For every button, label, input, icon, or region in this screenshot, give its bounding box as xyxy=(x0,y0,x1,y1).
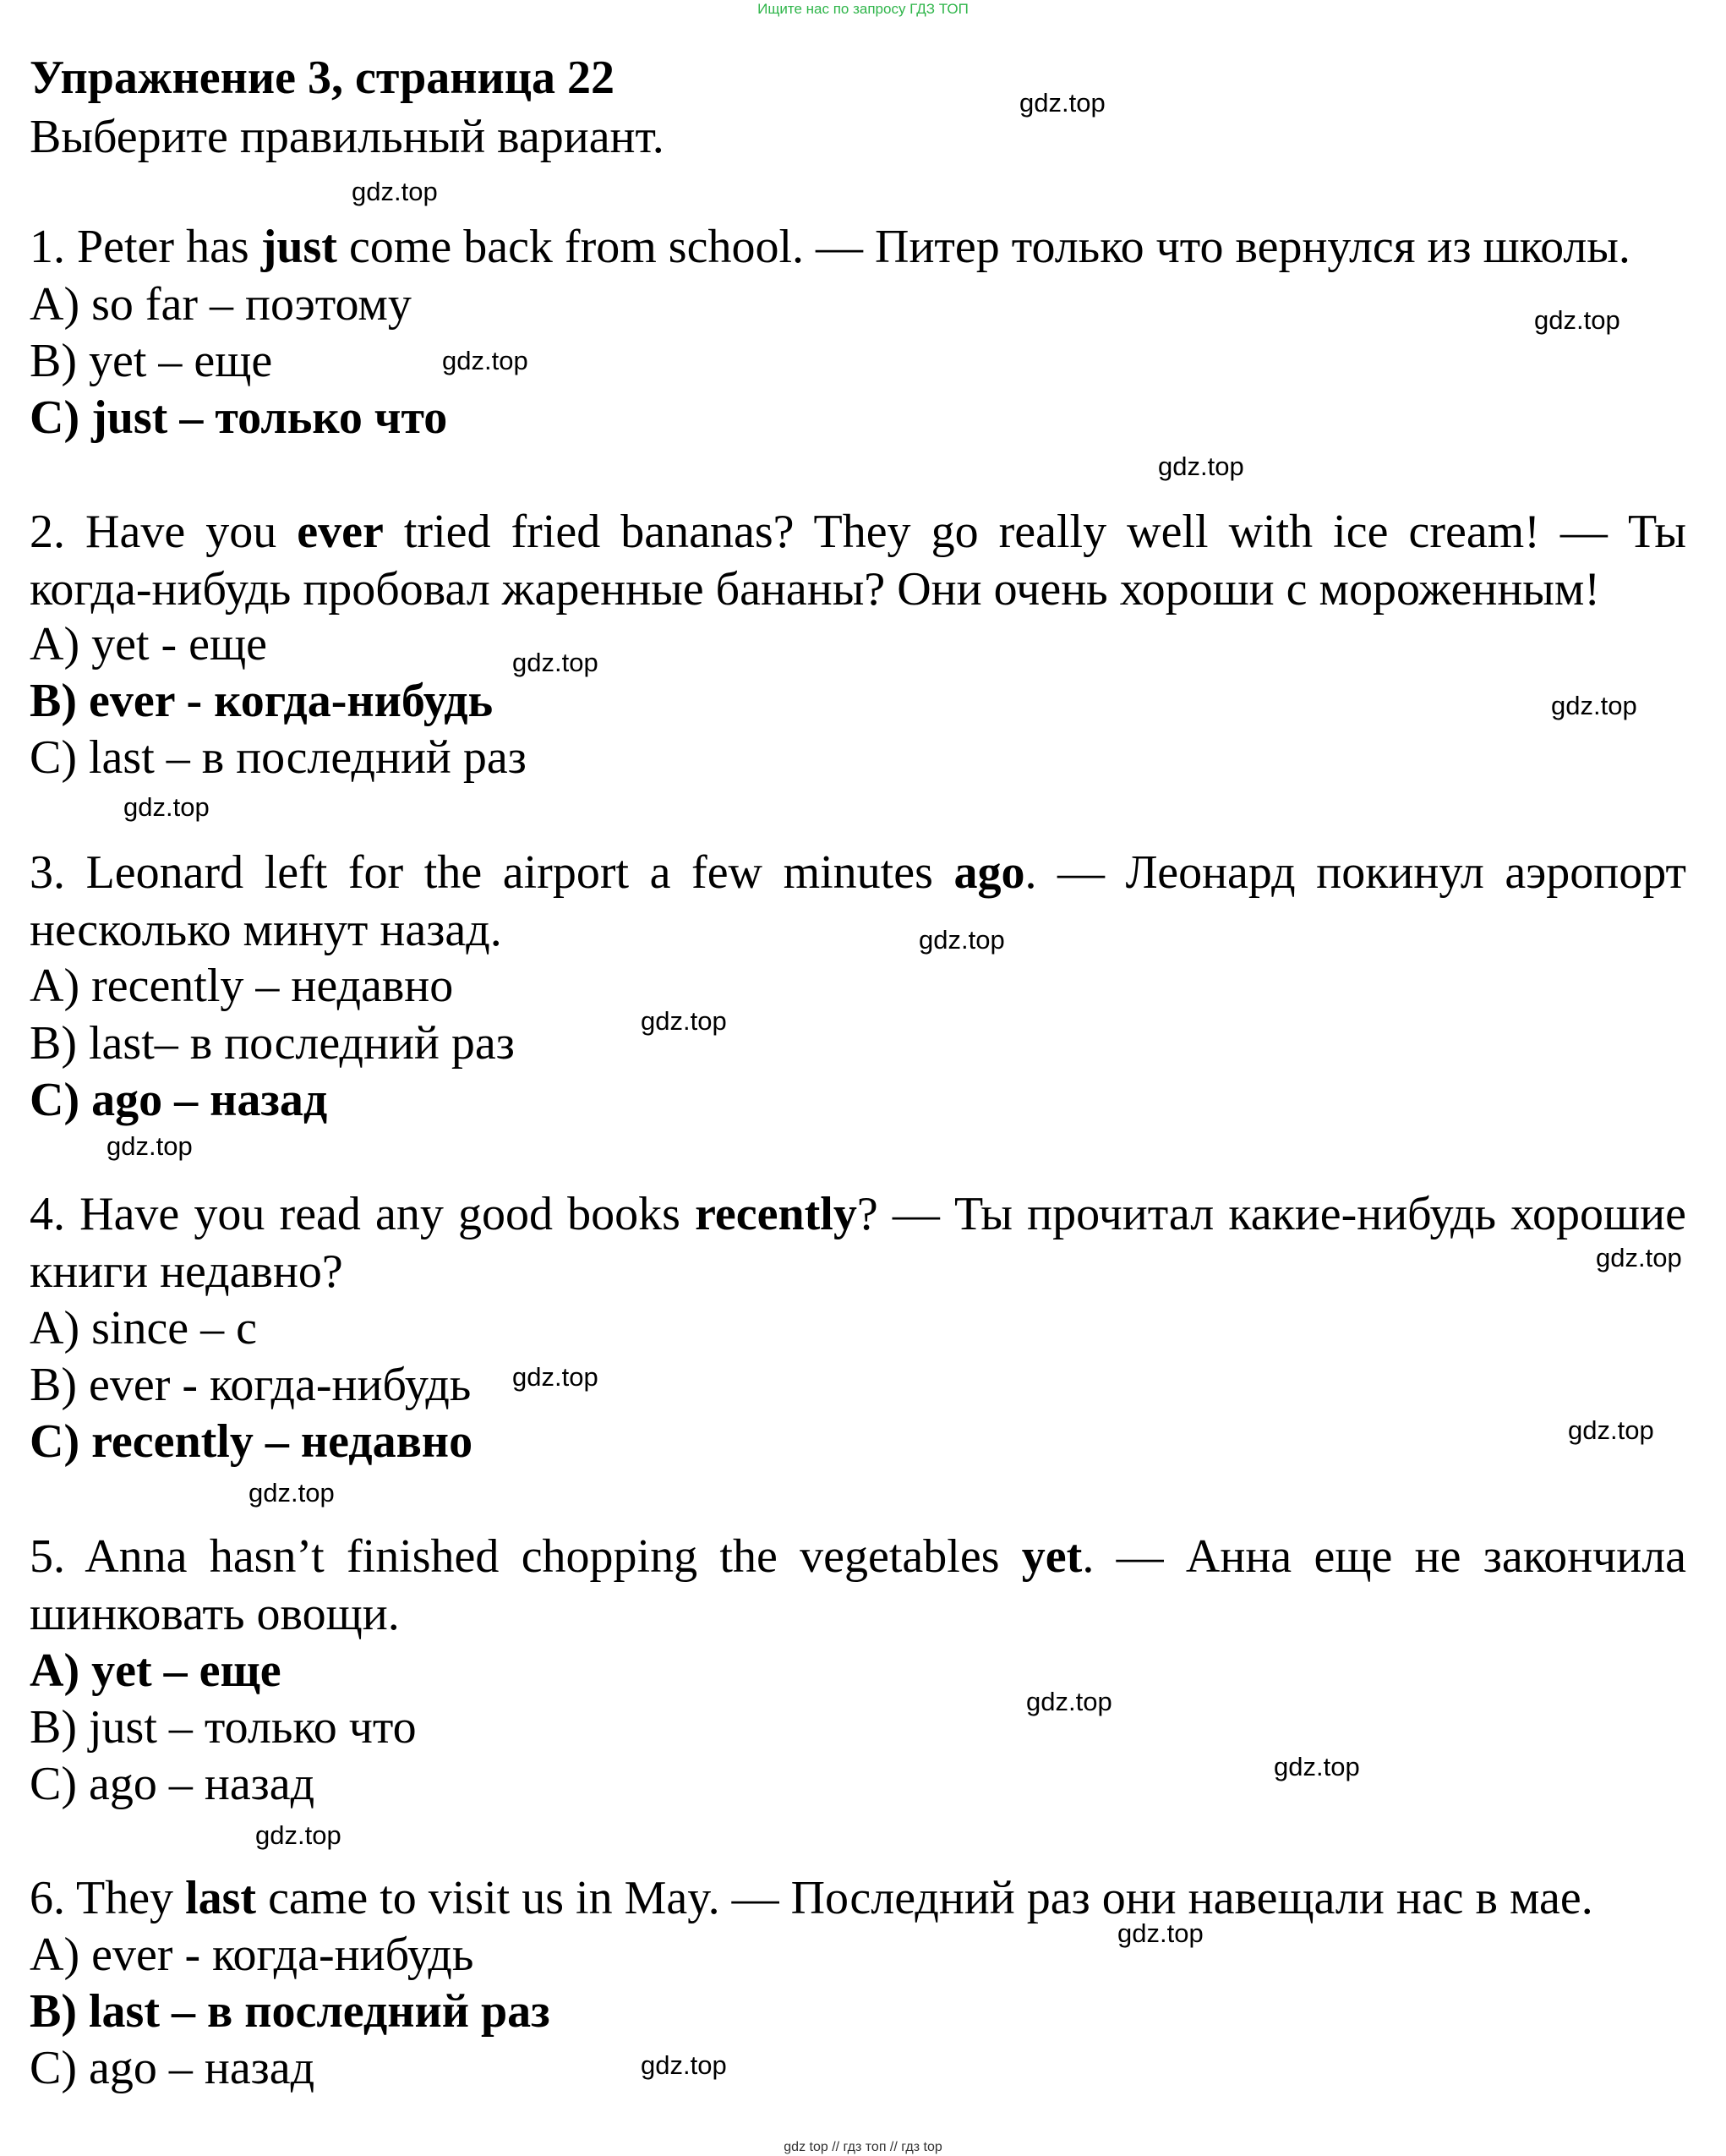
option-3c-correct: C) ago – назад xyxy=(30,1074,328,1126)
question-6: 6. They last came to visit us in May. — Последний раз они навещали нас в мае. xyxy=(30,1872,1593,1924)
watermark: gdz.top xyxy=(1019,88,1106,118)
option-5c: C) ago – назад xyxy=(30,1758,315,1810)
option-3b: B) last– в последний раз xyxy=(30,1017,515,1070)
option-4b: B) ever - когда-нибудь xyxy=(30,1359,472,1411)
watermark: gdz.top xyxy=(1534,305,1620,335)
watermark: gdz.top xyxy=(1117,1918,1204,1948)
watermark: gdz.top xyxy=(1026,1687,1112,1716)
watermark: gdz.top xyxy=(123,792,210,822)
question-5: 5. Anna hasn’t finished chopping the vegetables yet. — Анна еще не закончила шинковать овощи. xyxy=(30,1530,1686,1640)
watermark: gdz.top xyxy=(1568,1415,1654,1445)
option-6b-correct: B) last – в последний раз xyxy=(30,1985,550,2038)
option-2a: A) yet - еще xyxy=(30,618,267,670)
option-2b-correct: B) ever - когда-нибудь xyxy=(30,675,494,727)
question-3: 3. Leonard left for the airport a few minutes ago. — Леонард покинул аэропорт несколько минут назад. xyxy=(30,846,1686,956)
watermark: gdz.top xyxy=(1551,691,1637,720)
watermark: gdz.top xyxy=(1596,1243,1682,1272)
watermark: gdz.top xyxy=(249,1478,335,1508)
watermark: gdz.top xyxy=(1274,1752,1360,1781)
option-6a: A) ever - когда-нибудь xyxy=(30,1929,474,1981)
page-subtitle: Выберите правильный вариант. xyxy=(30,111,664,163)
watermark: gdz.top xyxy=(512,648,598,677)
question-1: 1. Peter has just come back from school. — Питер только что вернулся из школы. xyxy=(30,221,1630,273)
watermark: gdz.top xyxy=(255,1820,341,1850)
question-key-word: ever xyxy=(297,506,384,558)
question-key-word: recently xyxy=(695,1188,857,1240)
question-key-word: last xyxy=(185,1872,257,1924)
page-title: Упражнение 3, страница 22 xyxy=(30,52,615,104)
option-6c: C) ago – назад xyxy=(30,2042,315,2094)
watermark: gdz.top xyxy=(641,2050,727,2080)
option-1a: A) so far – поэтому xyxy=(30,278,412,331)
question-key-word: ago xyxy=(953,846,1025,899)
bottom-banner: gdz top // гдз топ // гдз top xyxy=(784,2140,942,2154)
watermark: gdz.top xyxy=(352,177,438,206)
question-key-word: yet xyxy=(1021,1530,1083,1583)
option-4c-correct: C) recently – недавно xyxy=(30,1415,473,1468)
question-2: 2. Have you ever tried fried bananas? They go really well with ice cream! — Ты когда-нибудь пробовал жаренные бананы? Они очень хороши с мороженным! xyxy=(30,506,1686,616)
question-4: 4. Have you read any good books recently? — Ты прочитал какие-нибудь хорошие книги недавно? xyxy=(30,1188,1686,1298)
option-5b: B) just – только что xyxy=(30,1701,417,1754)
watermark: gdz.top xyxy=(641,1006,727,1036)
option-4a: A) since – с xyxy=(30,1302,258,1354)
question-key-word: just xyxy=(260,221,337,273)
watermark: gdz.top xyxy=(512,1362,598,1392)
option-2c: C) last – в последний раз xyxy=(30,731,527,784)
option-1b: B) yet – еще xyxy=(30,335,273,387)
watermark: gdz.top xyxy=(919,925,1005,955)
option-1c-correct: C) just – только что xyxy=(30,391,448,444)
watermark: gdz.top xyxy=(442,346,528,375)
watermark: gdz.top xyxy=(1158,451,1244,481)
watermark: gdz.top xyxy=(107,1131,193,1161)
top-banner: Ищите нас по запросу ГДЗ ТОП xyxy=(757,1,969,17)
option-5a-correct: A) yet – еще xyxy=(30,1644,281,1697)
option-3a: A) recently – недавно xyxy=(30,960,454,1012)
